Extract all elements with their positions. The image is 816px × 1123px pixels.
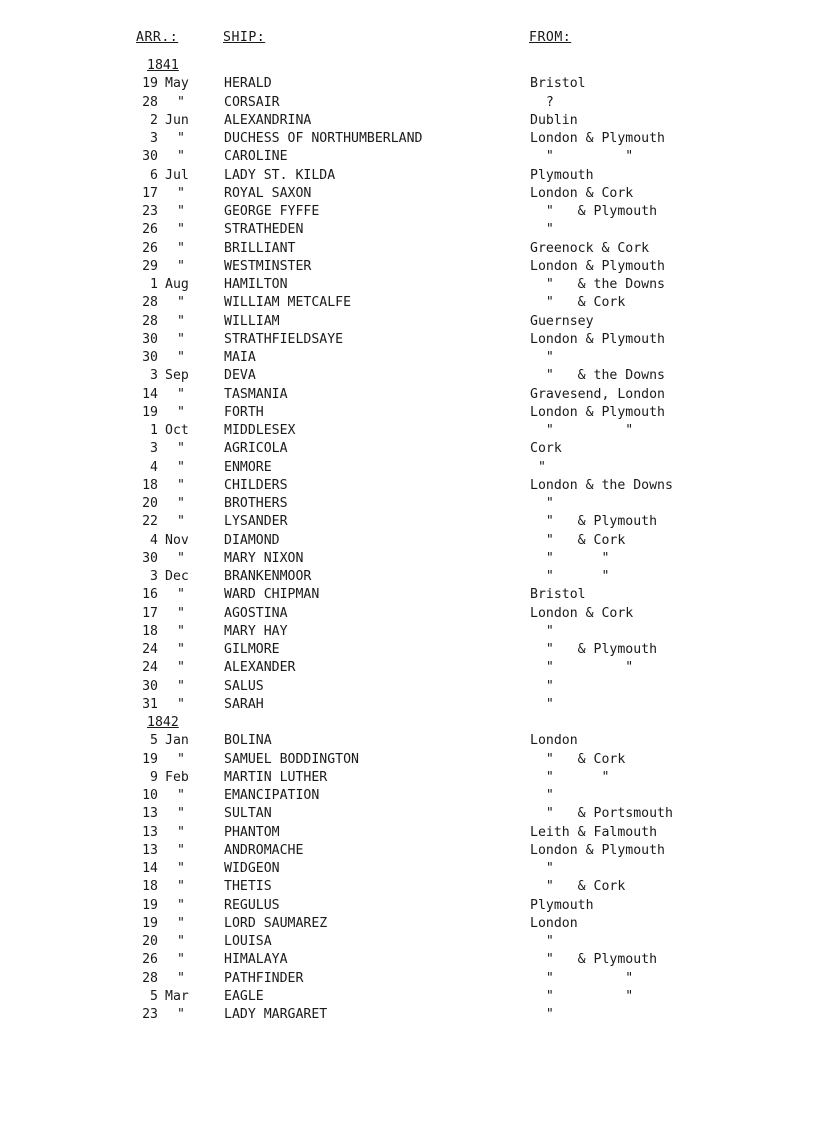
arrival-month: Jan	[165, 733, 189, 749]
arrival-row	[0, 787, 816, 805]
arrival-day: 2	[150, 112, 158, 128]
arrival-day: 5	[150, 733, 158, 749]
arrival-row	[0, 404, 816, 422]
arrival-day: 5	[150, 988, 158, 1004]
departure-port: London & Cork	[530, 185, 634, 201]
arrival-row	[0, 659, 816, 677]
ship-name: WARD CHIPMAN	[224, 587, 320, 603]
departure-port: "	[530, 696, 554, 712]
arrival-day: 18	[142, 623, 158, 639]
arrival-month: Mar	[165, 988, 189, 1004]
arrival-row	[0, 878, 816, 896]
arrival-month: "	[177, 131, 185, 146]
arrival-month: "	[177, 94, 185, 110]
arrival-day: 28	[142, 295, 158, 311]
arrival-day: 13	[142, 824, 158, 840]
departure-port: " & Cork	[530, 879, 626, 895]
arrival-row	[0, 623, 816, 641]
ship-name: DUCHESS OF NORTHUMBERLAND	[224, 131, 423, 146]
ship-name: WESTMINSTER	[224, 258, 312, 274]
ship-name: STRATHFIELDSAYE	[224, 331, 344, 347]
arrival-row	[0, 824, 816, 842]
arrival-day: 22	[142, 514, 158, 530]
ship-name: ROYAL SAXON	[224, 185, 312, 201]
ship-name: BRANKENMOOR	[224, 569, 312, 584]
departure-port: London & the Downs	[530, 477, 673, 493]
arrival-row	[0, 586, 816, 604]
ship-name: WIDGEON	[224, 861, 280, 876]
arrival-month: Aug	[165, 277, 189, 292]
ship-name: MARY NIXON	[224, 550, 304, 566]
arrival-day: 20	[142, 496, 158, 511]
departure-port: " "	[530, 569, 610, 584]
arrival-row	[0, 1006, 816, 1024]
departure-port: London & Plymouth	[530, 258, 665, 274]
ship-name: MARTIN LUTHER	[224, 769, 328, 785]
arrival-row	[0, 112, 816, 130]
header-ship: SHIP:	[223, 30, 266, 45]
arrival-row	[0, 732, 816, 750]
arrival-day: 3	[150, 131, 158, 146]
arrival-row	[0, 349, 816, 367]
arrival-month: "	[177, 386, 185, 402]
arrival-row	[0, 221, 816, 239]
arrival-day: 14	[142, 386, 158, 402]
arrival-row	[0, 897, 816, 915]
departure-port: " "	[530, 149, 634, 165]
arrival-month: Nov	[165, 532, 189, 548]
departure-port: Greenock & Cork	[530, 240, 650, 256]
arrival-month: "	[177, 350, 185, 365]
arrival-day: 19	[142, 751, 158, 767]
arrival-day: 19	[142, 76, 158, 92]
arrival-day: 6	[150, 167, 158, 183]
ship-name: EMANCIPATION	[224, 788, 320, 803]
ship-name: BROTHERS	[224, 496, 288, 511]
departure-port: "	[530, 496, 554, 511]
arrival-day: 3	[150, 569, 158, 584]
arrival-row	[0, 751, 816, 769]
arrival-day: 19	[142, 915, 158, 931]
ship-name: MARY HAY	[224, 623, 288, 639]
arrival-day: 16	[142, 587, 158, 603]
arrival-month: Oct	[165, 423, 189, 438]
arrival-day: 30	[142, 550, 158, 566]
year-heading: 1841	[147, 58, 179, 73]
arrival-month: "	[177, 441, 185, 457]
arrival-day: 26	[142, 222, 158, 238]
arrival-month: "	[177, 240, 185, 256]
year-heading-row	[0, 57, 816, 75]
header-arrived: ARR.:	[136, 30, 179, 45]
ship-name: ENMORE	[224, 459, 272, 475]
departure-port: " "	[530, 423, 634, 438]
arrival-row	[0, 550, 816, 568]
arrival-month: "	[177, 751, 185, 767]
arrival-day: 19	[142, 897, 158, 913]
year-heading-row	[0, 714, 816, 732]
arrival-month: "	[177, 642, 185, 657]
departure-port: London & Plymouth	[530, 131, 665, 146]
arrival-day: 28	[142, 970, 158, 986]
arrival-month: "	[177, 331, 185, 347]
ship-name: ALEXANDER	[224, 660, 296, 676]
arrival-day: 24	[142, 660, 158, 676]
ship-name: LADY ST. KILDA	[224, 167, 336, 183]
arrival-month: "	[177, 313, 185, 329]
arrival-month: "	[177, 149, 185, 165]
ship-name: LADY MARGARET	[224, 1007, 328, 1022]
departure-port: " "	[530, 970, 634, 986]
arrival-row	[0, 915, 816, 933]
arrival-month: "	[177, 1007, 185, 1022]
arrival-row	[0, 276, 816, 294]
arrival-day: 13	[142, 842, 158, 858]
arrival-row	[0, 367, 816, 385]
ship-name: BRILLIANT	[224, 240, 296, 256]
arrival-row	[0, 313, 816, 331]
ship-name: REGULUS	[224, 897, 280, 913]
departure-port: London & Plymouth	[530, 404, 665, 420]
arrival-month: "	[177, 696, 185, 712]
departure-port: " "	[530, 550, 610, 566]
departure-port: " & Plymouth	[530, 642, 658, 657]
arrival-day: 3	[150, 441, 158, 457]
arrival-day: 30	[142, 331, 158, 347]
arrival-day: 29	[142, 258, 158, 274]
arrival-row	[0, 240, 816, 258]
arrival-row	[0, 75, 816, 93]
departure-port: London	[530, 915, 578, 931]
departure-port: London & Plymouth	[530, 842, 665, 858]
arrival-month: Jul	[165, 167, 189, 183]
departure-port: Plymouth	[530, 897, 594, 913]
ship-name: AGOSTINA	[224, 605, 288, 621]
departure-port: "	[530, 350, 554, 365]
ship-name: GILMORE	[224, 642, 280, 657]
ship-name: BOLINA	[224, 733, 272, 749]
departure-port: Bristol	[530, 587, 586, 603]
arrival-day: 28	[142, 313, 158, 329]
ship-name: DIAMOND	[224, 532, 280, 548]
arrival-row	[0, 860, 816, 878]
arrival-month: "	[177, 952, 185, 968]
departure-port: "	[530, 861, 554, 876]
departure-port: "	[530, 934, 554, 949]
departure-port: " "	[530, 988, 634, 1004]
arrival-row	[0, 513, 816, 531]
ship-name: DEVA	[224, 368, 256, 384]
arrival-row	[0, 769, 816, 787]
ship-name: LOUISA	[224, 934, 272, 949]
arrival-row	[0, 386, 816, 404]
arrival-row	[0, 167, 816, 185]
arrival-day: 4	[150, 459, 158, 475]
header-from: FROM:	[529, 30, 572, 45]
arrival-month: "	[177, 660, 185, 676]
arrival-day: 23	[142, 204, 158, 219]
departure-port: "	[530, 788, 554, 803]
ship-name: PHANTOM	[224, 824, 280, 840]
arrival-row	[0, 933, 816, 951]
arrival-day: 18	[142, 879, 158, 895]
departure-port: Guernsey	[530, 313, 594, 329]
arrival-row	[0, 258, 816, 276]
arrival-month: "	[177, 806, 185, 822]
arrival-row	[0, 459, 816, 477]
ship-name: LORD SAUMAREZ	[224, 915, 328, 931]
departure-port: Plymouth	[530, 167, 594, 183]
arrival-day: 23	[142, 1007, 158, 1022]
departure-port: " & Cork	[530, 751, 626, 767]
ship-name: HAMILTON	[224, 277, 288, 292]
arrival-month: "	[177, 295, 185, 311]
ship-name: ANDROMACHE	[224, 842, 304, 858]
departure-port: London	[530, 733, 578, 749]
arrival-month: "	[177, 623, 185, 639]
departure-port: " & the Downs	[530, 277, 665, 292]
departure-port: "	[530, 222, 554, 238]
arrival-month: "	[177, 879, 185, 895]
arrival-month: "	[177, 477, 185, 493]
arrival-row	[0, 148, 816, 166]
arrival-row	[0, 696, 816, 714]
ship-name: LYSANDER	[224, 514, 288, 530]
arrival-month: "	[177, 185, 185, 201]
arrival-row	[0, 440, 816, 458]
departure-port: " "	[530, 769, 610, 785]
departure-port: London & Cork	[530, 605, 634, 621]
departure-port: " & the Downs	[530, 368, 665, 384]
arrival-month: Jun	[165, 112, 189, 128]
ship-name: CHILDERS	[224, 477, 288, 493]
arrival-row	[0, 130, 816, 148]
departure-port: " & Cork	[530, 532, 626, 548]
departure-port: London & Plymouth	[530, 331, 665, 347]
arrival-month: "	[177, 514, 185, 530]
arrival-day: 20	[142, 934, 158, 949]
departure-port: " "	[530, 660, 634, 676]
arrival-month: Feb	[165, 769, 189, 785]
ship-name: MIDDLESEX	[224, 423, 296, 438]
ship-name: SULTAN	[224, 806, 272, 822]
arrival-month: "	[177, 204, 185, 219]
arrival-row	[0, 641, 816, 659]
arrival-row	[0, 203, 816, 221]
arrival-row	[0, 988, 816, 1006]
arrival-month: "	[177, 970, 185, 986]
arrival-day: 13	[142, 806, 158, 822]
arrival-day: 30	[142, 149, 158, 165]
arrival-month: May	[165, 76, 189, 92]
arrival-row	[0, 805, 816, 823]
ship-name: WILLIAM METCALFE	[224, 295, 352, 311]
departure-port: "	[530, 1007, 554, 1022]
departure-port: " & Portsmouth	[530, 806, 673, 822]
departure-port: Leith & Falmouth	[530, 824, 658, 840]
ship-name: THETIS	[224, 879, 272, 895]
departure-port: "	[530, 459, 546, 475]
arrival-day: 17	[142, 605, 158, 621]
arrival-day: 9	[150, 769, 158, 785]
ship-name: HERALD	[224, 76, 272, 92]
arrival-month: "	[177, 915, 185, 931]
arrival-month: "	[177, 842, 185, 858]
arrival-month: "	[177, 496, 185, 511]
arrival-month: Dec	[165, 569, 189, 584]
arrival-row	[0, 422, 816, 440]
ship-name: EAGLE	[224, 988, 264, 1004]
departure-port: "	[530, 623, 554, 639]
arrival-month: "	[177, 788, 185, 803]
ship-name: FORTH	[224, 404, 264, 420]
ship-name: CORSAIR	[224, 94, 280, 110]
arrival-row	[0, 294, 816, 312]
year-heading: 1842	[147, 715, 179, 730]
arrival-day: 10	[142, 788, 158, 803]
arrival-month: "	[177, 587, 185, 603]
departure-port: " & Cork	[530, 295, 626, 311]
ship-name: CAROLINE	[224, 149, 288, 165]
arrival-row	[0, 495, 816, 513]
departure-port: Dublin	[530, 112, 578, 128]
ship-name: SARAH	[224, 696, 264, 712]
arrival-day: 1	[150, 277, 158, 292]
arrival-row	[0, 605, 816, 623]
ship-name: WILLIAM	[224, 313, 280, 329]
arrival-day: 24	[142, 642, 158, 657]
arrival-day: 26	[142, 952, 158, 968]
arrival-month: "	[177, 824, 185, 840]
ship-name: ALEXANDRINA	[224, 112, 312, 128]
arrival-day: 18	[142, 477, 158, 493]
departure-port: Bristol	[530, 76, 586, 92]
arrival-day: 19	[142, 404, 158, 420]
arrival-row	[0, 678, 816, 696]
arrival-row	[0, 951, 816, 969]
departure-port: " & Plymouth	[530, 514, 658, 530]
ship-name: AGRICOLA	[224, 441, 288, 457]
departure-port: ?	[530, 94, 554, 110]
arrival-row	[0, 94, 816, 112]
departure-port: " & Plymouth	[530, 204, 658, 219]
arrival-month: "	[177, 897, 185, 913]
ship-name: PATHFINDER	[224, 970, 304, 986]
arrival-month: "	[177, 605, 185, 621]
arrival-month: "	[177, 258, 185, 274]
arrival-month: "	[177, 861, 185, 876]
arrival-day: 1	[150, 423, 158, 438]
departure-port: Cork	[530, 441, 562, 457]
arrival-row	[0, 532, 816, 550]
ship-name: GEORGE FYFFE	[224, 204, 320, 219]
ship-name: HIMALAYA	[224, 952, 288, 968]
arrival-row	[0, 331, 816, 349]
arrival-month: "	[177, 459, 185, 475]
ship-name: SALUS	[224, 678, 264, 694]
arrival-month: "	[177, 678, 185, 694]
arrival-month: "	[177, 550, 185, 566]
arrival-day: 30	[142, 678, 158, 694]
arrival-day: 17	[142, 185, 158, 201]
arrival-month: "	[177, 934, 185, 949]
arrival-row	[0, 185, 816, 203]
ship-name: STRATHEDEN	[224, 222, 304, 238]
arrival-row	[0, 842, 816, 860]
arrival-day: 26	[142, 240, 158, 256]
arrival-day: 31	[142, 696, 158, 712]
arrival-row	[0, 568, 816, 586]
arrival-row	[0, 970, 816, 988]
departure-port: "	[530, 678, 554, 694]
arrival-day: 4	[150, 532, 158, 548]
arrival-month: "	[177, 222, 185, 238]
ship-name: SAMUEL BODDINGTON	[224, 751, 359, 767]
arrival-month: "	[177, 404, 185, 420]
arrival-day: 30	[142, 350, 158, 365]
arrival-day: 28	[142, 94, 158, 110]
ship-name: TASMANIA	[224, 386, 288, 402]
ship-name: MAIA	[224, 350, 256, 365]
departure-port: Gravesend, London	[530, 386, 665, 402]
arrival-row	[0, 477, 816, 495]
arrival-month: Sep	[165, 368, 189, 384]
arrival-day: 14	[142, 861, 158, 876]
arrival-day: 3	[150, 368, 158, 384]
departure-port: " & Plymouth	[530, 952, 658, 968]
